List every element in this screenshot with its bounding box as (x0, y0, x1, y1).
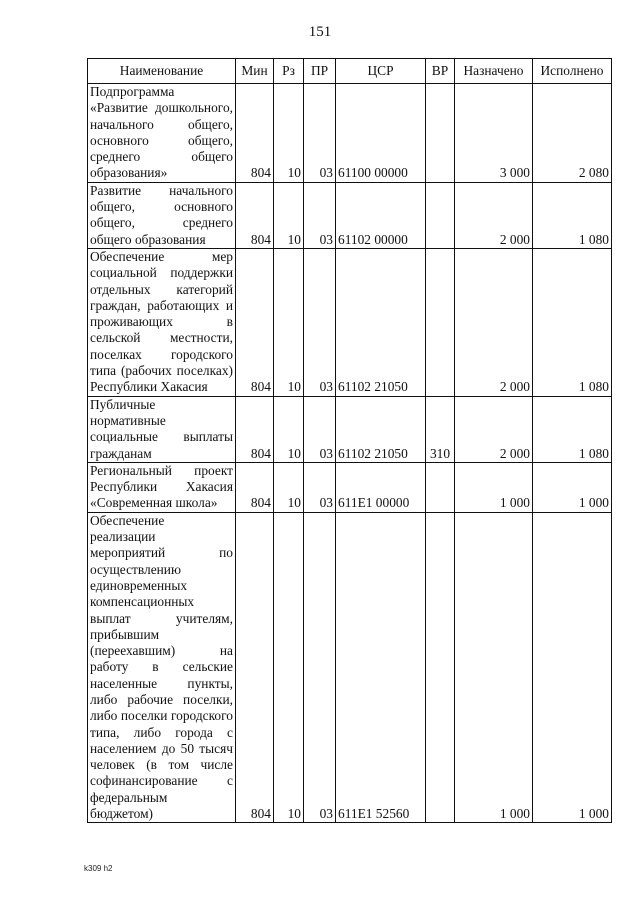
row-executed: 1 080 (533, 396, 612, 462)
row-rz: 10 (274, 84, 304, 183)
table-header-row (88, 59, 612, 84)
row-min: 804 (236, 396, 274, 462)
row-min: 804 (236, 512, 274, 823)
header-name: Наименование (88, 59, 236, 84)
row-min: 804 (236, 462, 274, 512)
header-assigned: Назначено (455, 59, 533, 84)
row-assigned: 3 000 (455, 84, 533, 183)
table-row (88, 396, 612, 462)
row-vr (426, 248, 455, 396)
page-number: 151 (308, 24, 332, 40)
header-pr: ПР (304, 59, 336, 84)
row-pr: 03 (304, 248, 336, 396)
row-vr: 310 (426, 396, 455, 462)
row-pr: 03 (304, 182, 336, 248)
row-vr (426, 462, 455, 512)
row-csr: 61102 21050 (336, 396, 426, 462)
table-row (88, 182, 612, 248)
row-executed: 1 080 (533, 182, 612, 248)
row-csr: 61102 00000 (336, 182, 426, 248)
budget-table (87, 58, 612, 823)
row-name: Подпрограмма «Развитие дошкольного, начального общего, основного общего, среднего общего образования» (88, 84, 236, 183)
row-assigned: 1 000 (455, 512, 533, 823)
row-min: 804 (236, 248, 274, 396)
row-min: 804 (236, 182, 274, 248)
row-pr: 03 (304, 462, 336, 512)
row-vr (426, 512, 455, 823)
header-executed: Исполнено (533, 59, 612, 84)
footer-code: k309 h2 (84, 864, 113, 873)
header-vr: ВР (426, 59, 455, 84)
table-row (88, 462, 612, 512)
table-row (88, 84, 612, 183)
row-pr: 03 (304, 84, 336, 183)
header-min: Мин (236, 59, 274, 84)
row-csr: 611E1 52560 (336, 512, 426, 823)
row-csr: 61100 00000 (336, 84, 426, 183)
row-vr (426, 84, 455, 183)
table-row (88, 512, 612, 823)
row-executed: 1 000 (533, 462, 612, 512)
row-assigned: 2 000 (455, 182, 533, 248)
row-executed: 1 080 (533, 248, 612, 396)
row-executed: 2 080 (533, 84, 612, 183)
row-rz: 10 (274, 512, 304, 823)
row-vr (426, 182, 455, 248)
row-min: 804 (236, 84, 274, 183)
row-name: Региональный проект Республики Хакасия «Современная школа» (88, 462, 236, 512)
table-row (88, 248, 612, 396)
row-assigned: 2 000 (455, 248, 533, 396)
row-name: Публичные нормативные социальные выплаты гражданам (88, 396, 236, 462)
row-rz: 10 (274, 462, 304, 512)
row-rz: 10 (274, 248, 304, 396)
row-assigned: 2 000 (455, 396, 533, 462)
row-pr: 03 (304, 396, 336, 462)
header-csr: ЦСР (336, 59, 426, 84)
row-pr: 03 (304, 512, 336, 823)
row-executed: 1 000 (533, 512, 612, 823)
row-name: Обеспечение мер социальной поддержки отдельных категорий граждан, работающих и проживающих в сельской местности, поселках городского типа (рабочих поселках) Республики Хакасия (88, 248, 236, 396)
row-assigned: 1 000 (455, 462, 533, 512)
row-rz: 10 (274, 396, 304, 462)
row-csr: 611E1 00000 (336, 462, 426, 512)
row-csr: 61102 21050 (336, 248, 426, 396)
row-name: Развитие начального общего, основного общего, среднего общего образования (88, 182, 236, 248)
header-rz: Рз (274, 59, 304, 84)
row-rz: 10 (274, 182, 304, 248)
row-name: Обеспечение реализации мероприятий по осуществлению единовременных компенсационных выплат учителям, прибывшим (переехавшим) на работу в сельские населенные пункты, либо рабочие поселки, либо поселки городского типа, либо города с населением до 50 тысяч человек (в том числе софинансирование с федеральным бюджетом) (88, 512, 236, 823)
